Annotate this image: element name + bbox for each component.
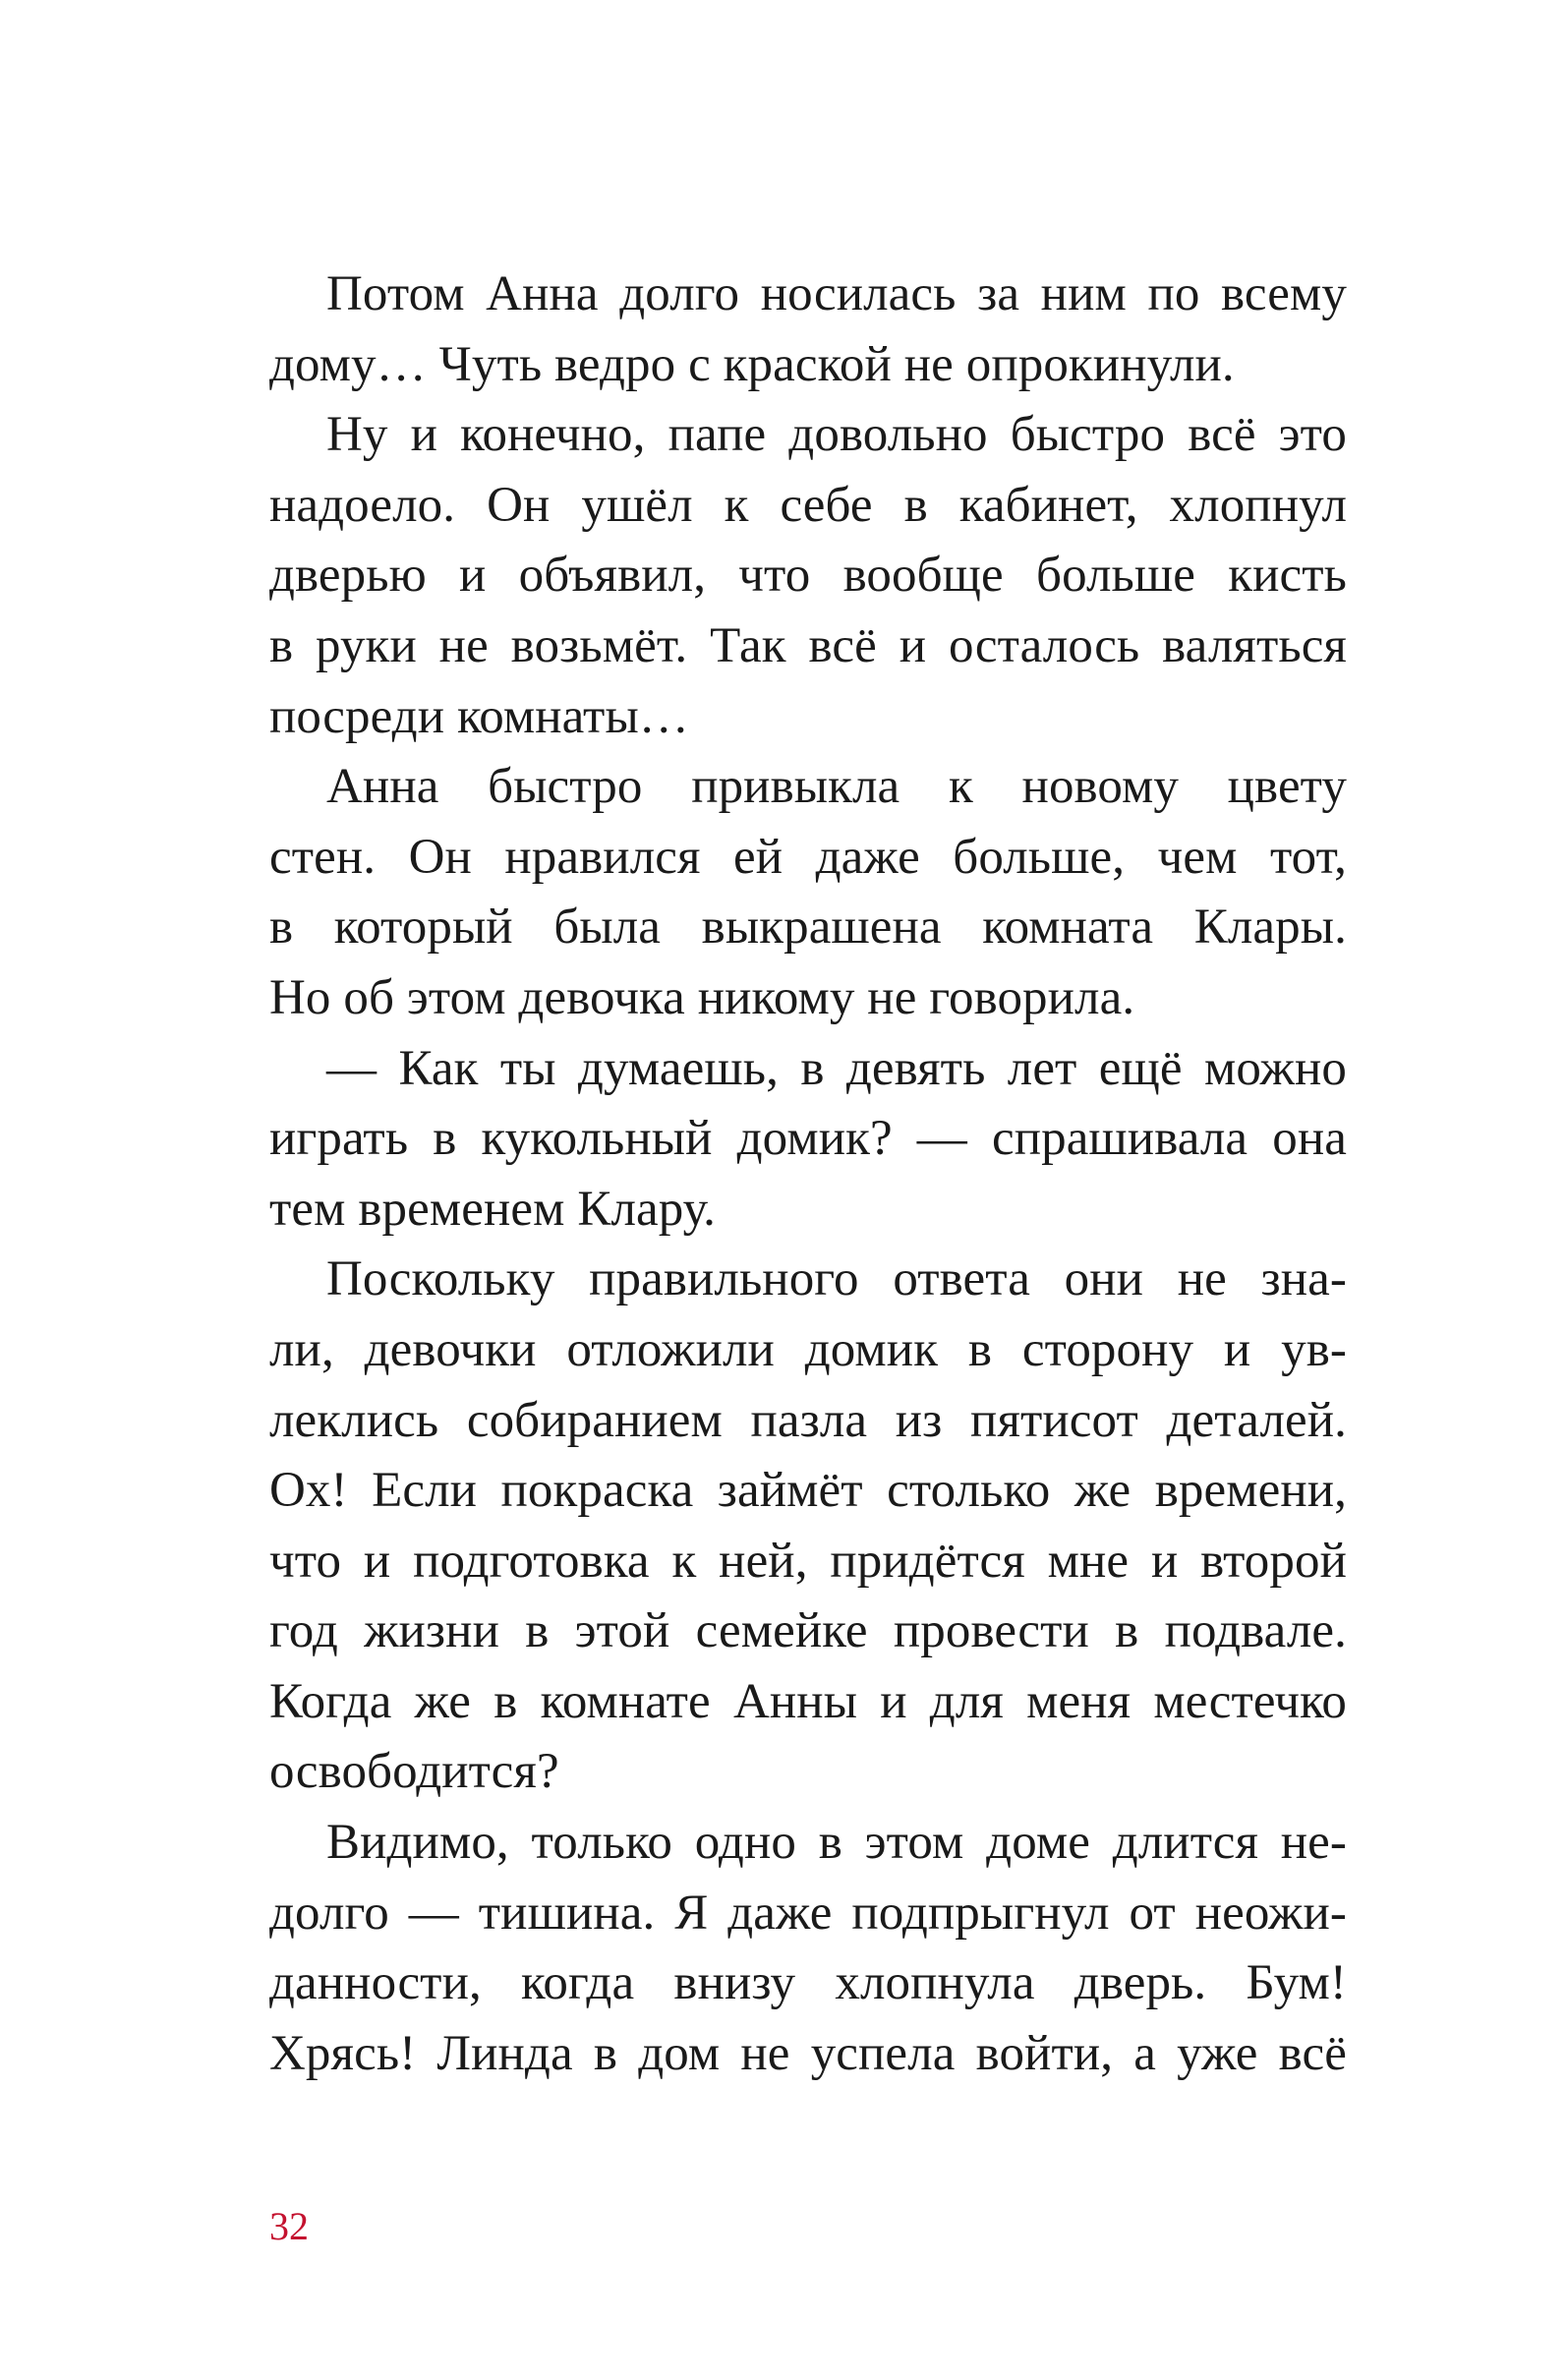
- text-line: ли, девочки отложили домик в сторону и ув-: [269, 1321, 1347, 1377]
- text-line: Хрясь! Линда в дом не успела войти, а уже всё: [269, 2025, 1347, 2081]
- text-line: освободится?: [269, 1744, 559, 1800]
- text-line: Ох! Если покраска займёт столько же времени,: [269, 1463, 1347, 1519]
- text-line: Но об этом девочка никому не говорила.: [269, 969, 1135, 1025]
- text-line: в руки не возьмёт. Так всё и осталось валяться: [269, 617, 1347, 673]
- text-line: Анна быстро привыкла к новому цвету: [326, 759, 1347, 815]
- text-line: в который была выкрашена комната Клары.: [269, 900, 1347, 956]
- text-line: дому… Чуть ведро с краской не опрокинули.: [269, 336, 1235, 392]
- page-number: 32: [269, 2204, 309, 2248]
- text-line: Поскольку правильного ответа они не зна-: [326, 1251, 1347, 1307]
- text-line: играть в кукольный домик? — спрашивала она: [269, 1111, 1347, 1167]
- text-line: тем временем Клару.: [269, 1181, 717, 1237]
- text-line: Потом Анна долго носилась за ним по всему: [326, 266, 1347, 321]
- text-line: надоело. Он ушёл к себе в кабинет, хлопнул: [269, 477, 1347, 533]
- text-line: Когда же в комнате Анны и для меня местечко: [269, 1673, 1347, 1729]
- text-line: год жизни в этой семейке провести в подвале.: [269, 1603, 1347, 1659]
- text-line: долго — тишина. Я даже подпрыгнул от неожи-: [269, 1885, 1347, 1941]
- text-line: Видимо, только одно в этом доме длится не-: [326, 1815, 1347, 1871]
- text-line: стен. Он нравился ей даже больше, чем тот,: [269, 829, 1347, 885]
- text-line: посреди комнаты…: [269, 688, 689, 744]
- text-line: что и подготовка к ней, придётся мне и второй: [269, 1533, 1347, 1589]
- text-line: данности, когда внизу хлопнула дверь. Бум!: [269, 1955, 1347, 2011]
- text-line: леклись собиранием пазла из пятисот деталей.: [269, 1392, 1347, 1448]
- text-line: Ну и конечно, папе довольно быстро всё это: [326, 407, 1347, 463]
- body-text: [269, 260, 1347, 2089]
- text-line: дверью и объявил, что вообще больше кисть: [269, 548, 1347, 604]
- text-line: — Как ты думаешь, в девять лет ещё можно: [326, 1040, 1347, 1096]
